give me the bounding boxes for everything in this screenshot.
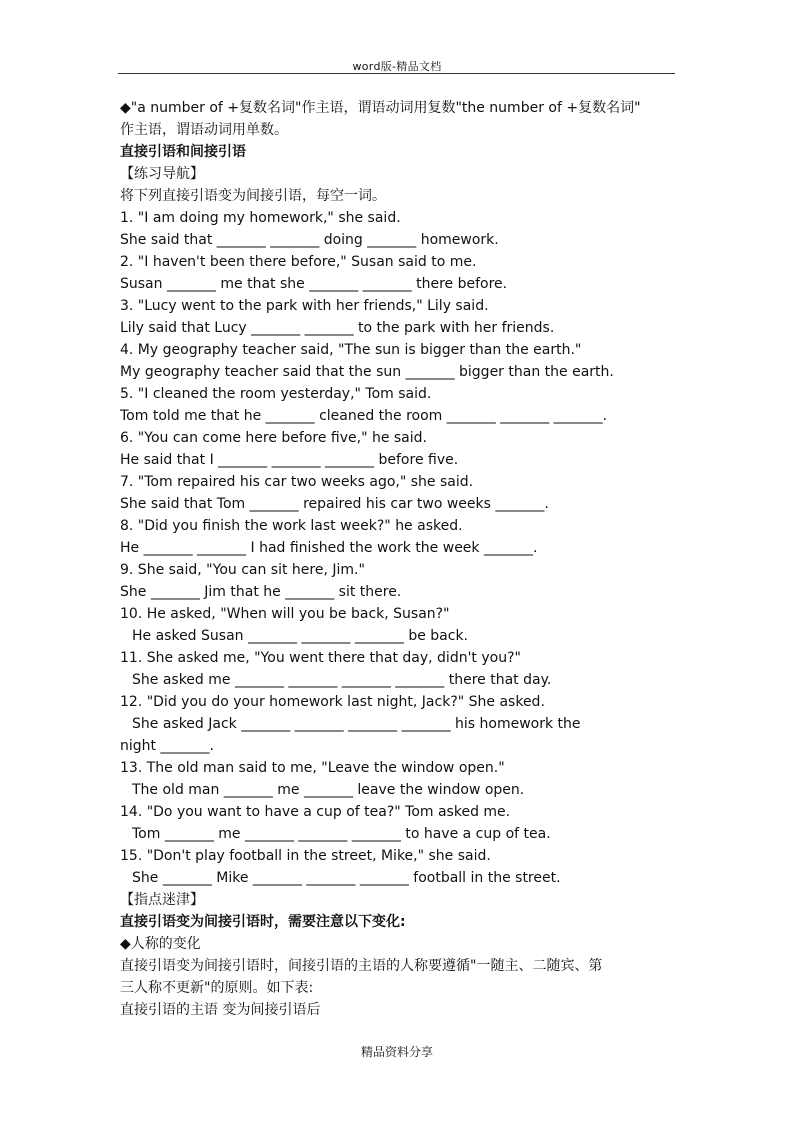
document-line: 三人称不更新"的原则。如下表: (120, 980, 314, 996)
document-line: She _______ Jim that he _______ sit there. (120, 584, 402, 600)
document-line: ◆人称的变化 (120, 936, 201, 952)
document-line: 9. She said, "You can sit here, Jim." (120, 562, 365, 578)
document-line: 10. He asked, "When will you be back, Susan?" (120, 606, 450, 622)
document-line: Tom told me that he _______ cleaned the room _______ _______ _______. (120, 408, 608, 424)
document-line: 6. "You can come here before five," he said. (120, 430, 427, 446)
document-line: Tom _______ me _______ _______ _______ to have a cup of tea. (132, 826, 551, 842)
document-line: 13. The old man said to me, "Leave the window open." (120, 760, 505, 776)
document-line: 【指点迷津】 (120, 892, 204, 908)
document-line: She asked Jack _______ _______ _______ _______ his homework the (132, 716, 581, 732)
document-line: Lily said that Lucy _______ _______ to the park with her friends. (120, 320, 555, 336)
document-line: 7. "Tom repaired his car two weeks ago," she said. (120, 474, 474, 490)
document-line: 12. "Did you do your homework last night, Jack?" She asked. (120, 694, 545, 710)
document-line: 4. My geography teacher said, "The sun is bigger than the earth." (120, 342, 582, 358)
document-line: 5. "I cleaned the room yesterday," Tom said. (120, 386, 432, 402)
document-line: 直接引语变为间接引语时，间接引语的主语的人称要遵循"一随主、二随宾、第 (120, 958, 603, 974)
document-line: 作主语，谓语动词用单数。 (120, 122, 288, 138)
document-body (120, 97, 680, 1021)
page-header: word版-精品文档 (352, 60, 442, 73)
document-line: She said that Tom _______ repaired his car two weeks _______. (120, 496, 549, 512)
document-line: 直接引语的主语 变为间接引语后 (120, 1002, 321, 1018)
document-line: 2. "I haven't been there before," Susan said to me. (120, 254, 477, 270)
document-line: 8. "Did you finish the work last week?" he asked. (120, 518, 463, 534)
document-line: night _______. (120, 738, 214, 754)
document-line: My geography teacher said that the sun _______ bigger than the earth. (120, 364, 614, 380)
document-line: 直接引语变为间接引语时，需要注意以下变化: (120, 914, 406, 930)
document-line: Susan _______ me that she _______ _______ there before. (120, 276, 508, 292)
document-line: He asked Susan _______ _______ _______ be back. (132, 628, 468, 644)
page-footer: 精品资料分享 (360, 1045, 433, 1059)
header-divider (118, 73, 675, 74)
document-line: He _______ _______ I had finished the work the week _______. (120, 540, 538, 556)
document-line: ◆"a number of +复数名词"作主语，谓语动词用复数"the number of +复数名词" (120, 100, 641, 116)
document-line: She asked me _______ _______ _______ _______ there that day. (132, 672, 552, 688)
document-line: The old man _______ me _______ leave the window open. (132, 782, 525, 798)
document-line: She _______ Mike _______ _______ _______ football in the street. (132, 870, 561, 886)
document-line: 15. "Don't play football in the street, Mike," she said. (120, 848, 491, 864)
document-line: 1. "I am doing my homework," she said. (120, 210, 401, 226)
document-line: 将下列直接引语变为间接引语，每空一词。 (120, 188, 386, 204)
document-line: 3. "Lucy went to the park with her friends," Lily said. (120, 298, 489, 314)
document-line: He said that I _______ _______ _______ before five. (120, 452, 459, 468)
document-line: 【练习导航】 (120, 166, 204, 182)
document-line: 直接引语和间接引语 (120, 144, 246, 160)
document-line: 14. "Do you want to have a cup of tea?" Tom asked me. (120, 804, 511, 820)
document-line: 11. She asked me, "You went there that day, didn't you?" (120, 650, 521, 666)
document-line: She said that _______ _______ doing _______ homework. (120, 232, 499, 248)
